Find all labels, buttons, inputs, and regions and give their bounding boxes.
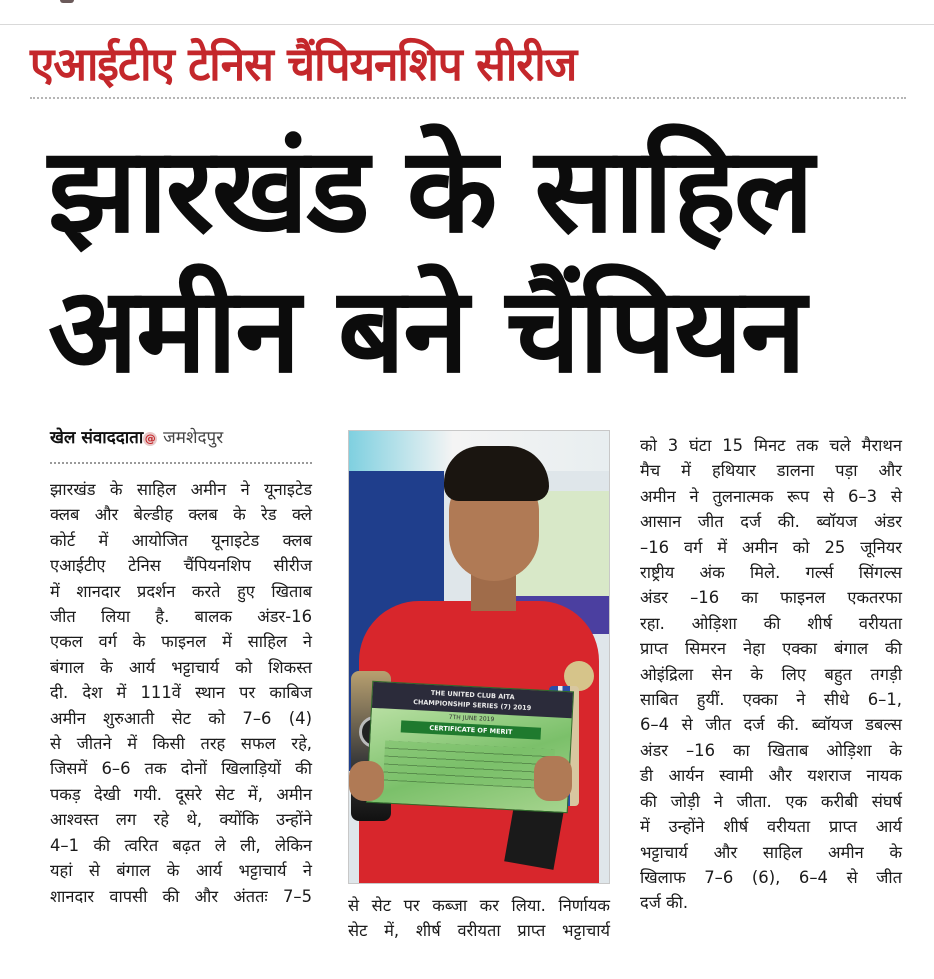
text-line: मैच में हथियार डालना पड़ा और [640,461,902,481]
article-column-left [50,477,312,909]
headline-line-2: अमीन बने चैंपियन [48,261,805,399]
text-line: जीत लिया है. बालक अंडर-16 [50,607,312,627]
text-line: 4–1 की त्वरित बढ़त ले ली, लेकिन [50,835,312,855]
article-column-middle [348,893,610,944]
text-line: –16 वर्ग में अमीन को 25 जूनियर [640,537,902,557]
text-line: पकड़ देखी गयी. दूसरे सेट में, अमीन [50,784,312,804]
kicker-divider [30,97,906,99]
text-line: दर्ज की. [640,893,689,913]
player-left-hand [349,761,384,801]
player-hair [444,446,549,501]
byline-reporter: खेल संवाददाता [50,428,144,448]
text-line: झारखंड के साहिल अमीन ने यूनाइटेड [50,480,312,499]
headline-line-1: झारखंड के साहिल [48,121,813,259]
text-line: खिलाफ 7–6 (6), 6–4 से जीत [640,867,902,887]
text-line: एकल वर्ग के फाइनल में साहिल ने [50,632,312,652]
text-line: सेट में, शीर्ष वरीयता प्राप्त भट्टाचार्य [348,921,610,941]
text-line: दी. देश में 111वें स्थान पर काबिज [50,683,312,703]
text-line: भट्टाचार्य और साहिल अमीन के [640,842,902,862]
text-line: एआईटीए टेनिस चैंपियनशिप सीरीज [50,556,312,576]
text-line: साबित हुयीं. एक्का ने सीधे 6–1, [640,690,902,710]
cropped-artifact [60,0,74,3]
byline [50,425,223,448]
byline-divider [50,462,312,464]
certificate-title: CERTIFICATE OF MERIT [401,720,541,739]
text-line: बंगाल के आर्य भट्टाचार्य को शिकस्त [50,657,312,677]
text-line: अंडर –16 का खिताब ओड़िशा के [640,740,902,760]
certificate-date: 7TH JUNE 2019 [448,713,495,724]
text-line: आश्वस्त लग रहे थे, क्योंकि उन्होंने [50,810,312,830]
text-line: आसान जीत दर्ज की. ब्वॉयज अंडर [640,512,902,532]
text-line: में उन्होंने शीर्ष वरीयता प्राप्त आर्य [640,817,902,837]
certificate-header-line-2: CHAMPIONSHIP SERIES (7) 2019 [412,697,532,713]
text-line: में शानदार प्रदर्शन करते हुए खिताब [50,581,312,601]
text-line: 6–4 से जीत दर्ज की. ब्वॉयज डबल्स [640,715,902,735]
at-icon: @ [144,432,156,445]
text-line: जिसमें 6–6 तक दोनों खिलाड़ियों की [50,759,312,779]
article-column-right [640,433,902,916]
text-line: क्लब और बेल्डीह क्लब के रेड क्ले [50,505,312,525]
player-photo [348,430,610,884]
text-line: से जीतने में किसी तरह सफल रहे, [50,734,312,754]
headline [48,120,918,400]
certificate-text-lines [383,741,555,790]
text-line: शानदार वापसी की और अंततः 7–5 [50,886,312,906]
text-line: अमीन शुरुआती सेट को 7–6 (4) [50,708,312,728]
section-kicker: एआईटीए टेनिस चैंपियनशिप सीरीज [30,38,577,92]
text-line: को 3 घंटा 15 मिनट तक चले मैराथन [640,436,902,455]
text-line: की जोड़ी ने जीता. एक करीबी संघर्ष [640,791,902,811]
text-line: राष्ट्रीय अंक मिले. गर्ल्स सिंगल्स [640,563,902,583]
byline-location: जमशेदपुर [163,428,224,448]
player-right-hand [534,756,572,801]
text-line: रहा. ओड़िशा की शीर्ष वरीयता [640,613,902,633]
text-line: डी आर्यन स्वामी और यशराज नायक [640,766,902,786]
text-line: यहां से बंगाल के आर्य भट्टाचार्य ने [50,861,312,881]
text-line: से सेट पर कब्जा कर लिया. निर्णायक [348,896,610,915]
text-line: अमीन ने तुलनात्मक रूप से 6–3 से [640,486,902,506]
text-line: अंडर –16 का फाइनल एकतरफा [640,588,902,608]
top-divider [0,24,934,25]
text-line: कोर्ट में आयोजित यूनाइटेड क्लब [50,530,312,550]
text-line: ओइंद्रिला सेन के लिए बहुत तगड़ी [640,664,902,684]
text-line: प्राप्त सिमरन नेहा एक्का बंगाल की [640,639,902,659]
certificate-header-line-1: THE UNITED CLUB AITA [430,688,515,702]
